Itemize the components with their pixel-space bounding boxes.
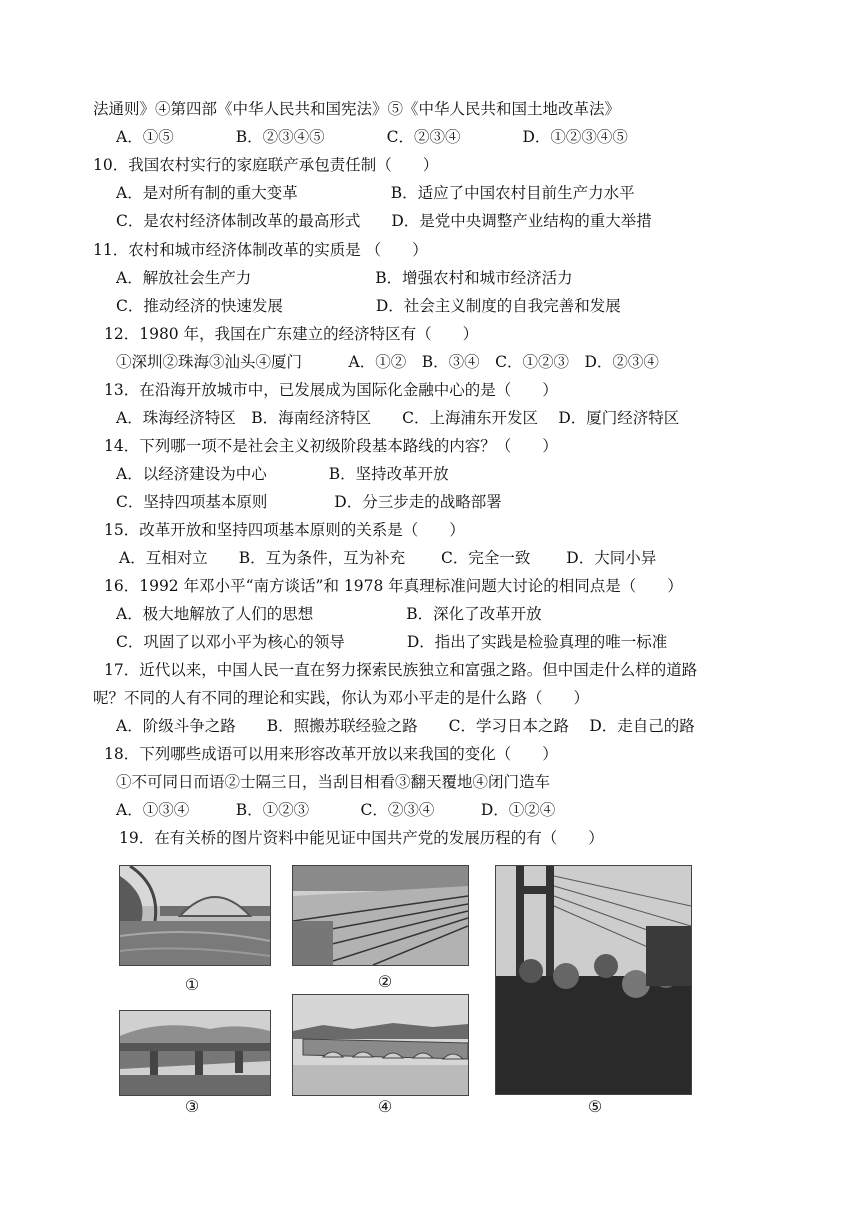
text-line: A．是对所有制的重大变革 B．适应了中国农村目前生产力水平 [116,184,635,202]
text-line: 10．我国农村实行的家庭联产承包责任制（ ） [93,156,439,174]
bridge-photo-5 [495,865,692,1095]
text-line: A．珠海经济特区 B．海南经济特区 C．上海浦东开发区 D．厦门经济特区 [116,409,680,427]
bridge-photo-4 [292,994,469,1096]
text-line: A．①③④ B．①②③ C．②③④ D．①②④ [116,801,556,819]
text-line: 11．农村和城市经济体制改革的实质是 （ ） [93,241,428,259]
figure-caption: ② [377,972,393,991]
text-line: 19．在有关桥的图片资料中能见证中国共产党的发展历程的有（ ） [119,829,604,847]
text-line: 18．下列哪些成语可以用来形容改革开放以来我国的变化（ ） [104,745,558,763]
text-line: 17．近代以来，中国人民一直在努力探索民族独立和富强之路。但中国走什么样的道路 [104,661,698,679]
figure-caption: ③ [184,1097,200,1116]
text-line: 法通则》④第四部《中华人民共和国宪法》⑤《中华人民共和国土地改革法》 [93,100,621,118]
figure-caption: ① [184,975,200,994]
text-line: A．以经济建设为中心 B．坚持改革开放 [116,465,449,483]
text-line: C．是农村经济体制改革的最高形式 D．是党中央调整产业结构的重大举措 [116,212,652,230]
text-line: 13．在沿海开放城市中，已发展成为国际化金融中心的是（ ） [104,381,558,399]
text-line: C．坚持四项基本原则 D．分三步走的战略部署 [116,493,502,511]
text-line: A．①⑤ B．②③④⑤ C．②③④ D．①②③④⑤ [116,128,628,146]
bridge-photo-2 [292,865,469,966]
bridge-photo-1 [119,865,271,966]
bridge-photo-3 [119,1010,271,1096]
text-line: A．互相对立 B．互为条件，互为补充 C．完全一致 D．大同小异 [119,549,657,567]
text-line: 14．下列哪一项不是社会主义初级阶段基本路线的内容？（ ） [104,437,558,455]
text-line: 15．改革开放和坚持四项基本原则的关系是（ ） [104,521,465,539]
figure-caption: ⑤ [587,1097,603,1116]
figure-caption: ④ [377,1097,393,1116]
text-line: ①深圳②珠海③汕头④厦门 A．①② B．③④ C．①②③ D．②③④ [116,353,659,371]
text-line: A．阶级斗争之路 B．照搬苏联经验之路 C．学习日本之路 D．走自己的路 [116,717,695,735]
text-line: 16．1992 年邓小平“南方谈话”和 1978 年真理标准问题大讨论的相同点是（ ） [104,577,683,595]
text-line: 呢？不同的人有不同的理论和实践，你认为邓小平走的是什么路（ ） [93,689,590,707]
text-line: C．推动经济的快速发展 D．社会主义制度的自我完善和发展 [116,297,621,315]
text-line: 12．1980 年，我国在广东建立的经济特区有（ ） [104,325,479,343]
text-line: ①不可同日而语②士隔三日，当刮目相看③翻天覆地④闭门造车 [116,773,551,791]
text-line: A．极大地解放了人们的思想 B．深化了改革开放 [116,605,542,623]
text-line: C．巩固了以邓小平为核心的领导 D．指出了实践是检验真理的唯一标准 [116,633,668,651]
text-line: A．解放社会生产力 B．增强农村和城市经济活力 [116,269,573,287]
